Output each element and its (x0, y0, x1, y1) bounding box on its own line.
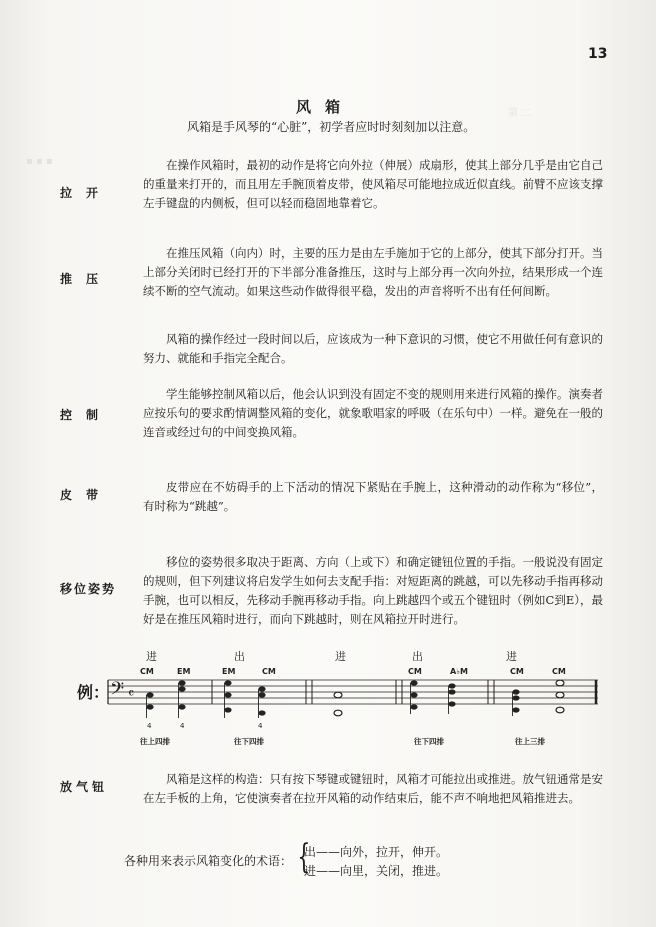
chord-label: CM (552, 667, 566, 676)
bellows-mark: 出 (412, 650, 423, 663)
chord-label: CM (510, 667, 524, 676)
section-label-control: 控制 (60, 408, 113, 422)
section-text-air-valve: 风箱是这样的构造：只有按下琴键或键钮时，风箱才可能拉出或推进。放气钮通常是安在左手板的上角，它使演奏者在拉开风箱的动作结束后，能不声不响地把风箱推进去。 (143, 772, 603, 805)
bleed-through-text: ▪ ▪ ▪ (26, 156, 53, 167)
fingering-label: 4 (258, 722, 263, 730)
section-text-strap: 皮带应在不妨碍手的上下活动的情况下紧贴在手腕上，这种滑动的动作称为“移位”，有时称为“跳越”。 (143, 480, 603, 513)
chord-label: CM (408, 667, 422, 676)
term-in: 进——向里，关闭，推进。 (304, 864, 449, 878)
term-out: 出——向外，拉开，伸开。 (304, 845, 449, 859)
shift-caption: 往上三排 (515, 737, 545, 746)
chord-label: A♭M (450, 667, 468, 676)
example-label: 例： (77, 683, 110, 702)
bleed-through-text: 第 二 (508, 108, 532, 119)
fingering-label: 4 (147, 722, 152, 730)
section-text-habit: 风箱的操作经过一段时间以后，应该成为一种下意识的习惯，使它不用做任何有意识的努力、就能和手指完全配合。 (143, 332, 603, 365)
page-subtitle: 风箱是手风琴的“心脏”，初学者应时时刻刻加以注意。 (187, 120, 476, 134)
shift-caption: 往下四排 (234, 737, 264, 746)
music-example (0, 640, 656, 760)
brace-icon: { (297, 837, 311, 877)
bellows-mark: 进 (506, 650, 517, 663)
bass-clef-icon: 𝄢 (110, 679, 125, 704)
chord-label: CM (140, 667, 154, 676)
chord-label: EM (222, 667, 236, 676)
section-label-shift: 移位姿势 (60, 582, 117, 596)
page-number: 13 (588, 46, 608, 62)
chord-label: EM (177, 667, 191, 676)
shift-caption: 往上四排 (140, 737, 170, 746)
time-signature-icon: 𝄴 (128, 686, 135, 702)
section-label-pull: 拉开 (60, 186, 113, 200)
fingering-label: 4 (180, 722, 185, 730)
section-text-push: 在推压风箱（向内）时，主要的压力是由左手施加于它的上部分，使其下部分打开。当上部分关闭时已经打开的下半部分准备推压，这时与上部分再一次向外拉，结果形成一个连续不断的空气流动。如果这些动作做得很平稳，发出的声音将听不出有任何间断。 (143, 246, 603, 298)
section-label-air-valve: 放气钮 (60, 780, 109, 794)
page-title: 风箱 (296, 98, 355, 116)
section-text-control: 学生能够控制风箱以后，他会认识到没有固定不变的规则用来进行风箱的操作。演奏者应按乐句的要求酌情调整风箱的变化，就象歌唱家的呼吸（在乐句中）一样。避免在一般的连音或经过句的中间变换风箱。 (143, 387, 603, 439)
section-text-pull: 在操作风箱时，最初的动作是将它向外拉（伸展）成扇形，使其上部分几乎是由它自己的重量来打开的，而且用左手腕顶着皮带，使风箱尽可能地拉成近似直线。前臂不应该支撑左手键盘的内侧板，但可以轻而稳固地靠着它。 (143, 158, 603, 210)
section-label-push: 推压 (60, 272, 113, 286)
terms-intro: 各种用来表示风箱变化的术语： (124, 854, 293, 868)
shift-caption: 往下四排 (414, 737, 444, 746)
bellows-mark: 进 (335, 650, 346, 663)
chord-label: CM (262, 667, 276, 676)
bellows-mark: 进 (146, 650, 157, 663)
section-label-strap: 皮带 (60, 488, 113, 502)
section-text-shift: 移位的姿势很多取决于距离、方向（上或下）和确定键钮位置的手指。一般说没有固定的规则，但下列建议将启发学生如何去支配手指：对短距离的跳越，可以先移动手指再移动手腕，也可以相反，先移动手腕再移动手指。向上跳越四个或五个键钮时（例如C到E），最好是在推压风箱时进行，而向下跳越时，则在风箱拉开时进行。 (143, 555, 603, 626)
bellows-mark: 出 (234, 650, 245, 663)
